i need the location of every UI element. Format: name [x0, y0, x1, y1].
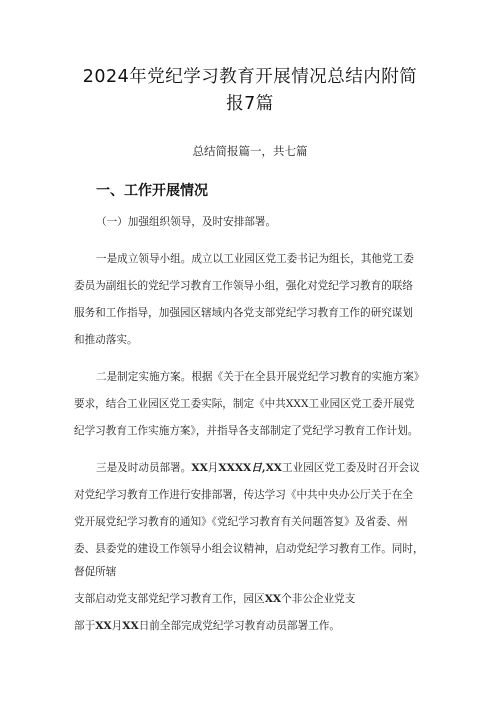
para3-placeholder: XX	[122, 620, 139, 632]
paragraph-1-line-1: 一是成立领导小组。成立以工业园区党工委书记为组长，其他党工委	[96, 253, 414, 265]
para3-text: 部于	[74, 620, 96, 632]
para3-text: 月	[207, 462, 219, 474]
para3-text: 三是及时动员部署。	[96, 462, 192, 474]
paragraph-3-line-1	[96, 460, 420, 475]
paragraph-1-line-2: 委员为副组长的党纪学习教育工作领导小组，强化对党纪学习教育的联络	[74, 280, 413, 292]
paragraph-3-line-2: 对党纪学习教育工作进行安排部署，传达学习《中共中央办公厅关于在全	[74, 489, 413, 501]
para3-date-placeholder: XX	[191, 462, 208, 474]
paragraph-3-line-4: 委、县委党的建设工作领导小组会议精神，启动党纪学习教育工作。同时，	[74, 543, 424, 555]
para3-text: 日	[251, 462, 262, 474]
paragraph-3-line-5: 督促所辖	[74, 566, 117, 578]
para3-text: 支部启动党支部党纪学习教育工作，园区	[74, 593, 265, 605]
paragraph-1-line-4: 和推动落实。	[74, 334, 138, 346]
para3-text: 工业园区党工委及时召开会议	[282, 462, 420, 474]
para3-placeholder: XX	[95, 620, 112, 632]
document-title-line-1: 2024年党纪学习教育开展情况总结内附简	[82, 67, 418, 87]
paragraph-2-line-2: 要求，结合工业园区党工委实际，制定《中共XXX工业园区党工委开展党	[74, 398, 415, 410]
document-title-line-2: 报7篇	[226, 94, 274, 114]
paragraph-3-line-6	[74, 591, 355, 606]
para3-date-placeholder: XXXX	[218, 462, 252, 474]
document-subtitle: 总结简报篇一，共七篇	[192, 144, 308, 158]
paragraph-3-line-3: 党开展党纪学习教育的通知》《党纪学习教育有关问题答复》及省委、州	[74, 516, 408, 528]
subsection-heading: （一）加强组织领导，及时安排部署。	[96, 216, 277, 228]
paragraph-2-line-1: 二是制定实施方案。根据《关于在全县开展党纪学习教育的实施方案》	[96, 371, 425, 383]
paragraph-1-line-3: 服务和工作指导，加强园区辖域内各党支部党纪学习教育工作的研究谋划	[74, 307, 413, 319]
para3-placeholder: XX	[264, 593, 282, 605]
paragraph-3-line-7	[74, 618, 340, 633]
paragraph-2-line-3: 纪学习教育工作实施方案》，并指导各支部制定了党纪学习教育工作计划。	[74, 425, 419, 437]
para3-text: 月	[111, 620, 123, 632]
para3-text: 日前全部完成党纪学习教育动员部署工作。	[138, 620, 340, 632]
section-heading: 一、工作开展情况	[96, 183, 208, 199]
para3-text: 个非公企业党支	[281, 593, 356, 605]
para3-placeholder: ,XX	[261, 462, 283, 474]
